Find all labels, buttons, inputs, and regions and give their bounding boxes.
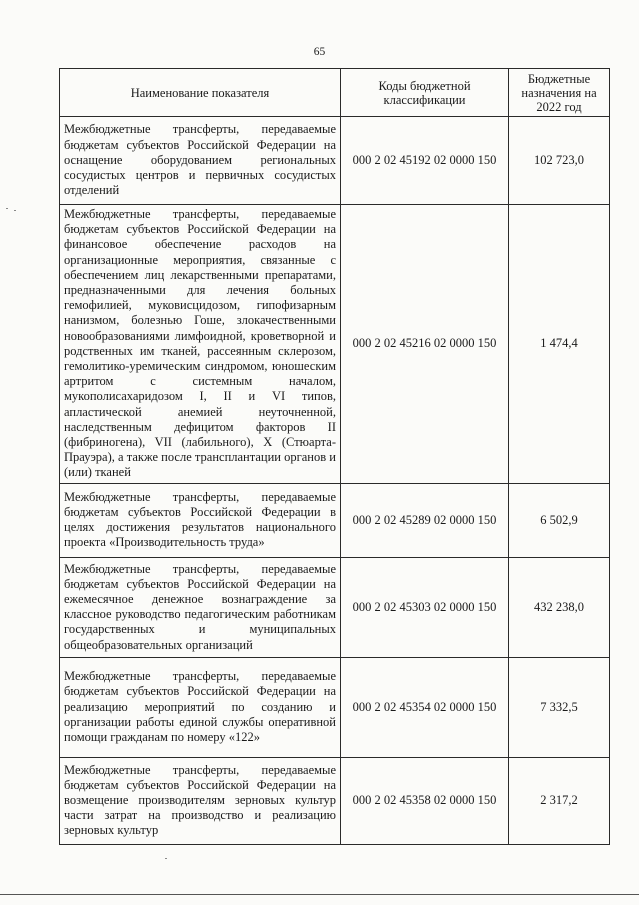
table-row: [60, 205, 610, 484]
row-name: Межбюджетные трансферты, передаваемые бюджетам субъектов Российской Федерации на реализацию мероприятий по созданию и организации работы единой службы оперативной помощи гражданам по номеру «122»: [60, 657, 341, 757]
row-code: 000 2 02 45289 02 0000 150: [341, 483, 509, 557]
scan-speck: [14, 210, 16, 211]
table-row: [60, 757, 610, 844]
row-amount: 7 332,5: [509, 657, 610, 757]
scan-edge-line: [0, 894, 639, 895]
table-row: [60, 483, 610, 557]
header-code: Коды бюджетной классификации: [341, 69, 509, 117]
table-row: [60, 117, 610, 205]
row-code: 000 2 02 45303 02 0000 150: [341, 557, 509, 657]
row-code: 000 2 02 45358 02 0000 150: [341, 757, 509, 844]
table-row: [60, 657, 610, 757]
row-code: 000 2 02 45354 02 0000 150: [341, 657, 509, 757]
table-header-row: [60, 69, 610, 117]
row-code: 000 2 02 45216 02 0000 150: [341, 205, 509, 484]
scan-speck: [165, 858, 167, 859]
table-row: [60, 557, 610, 657]
row-amount: 102 723,0: [509, 117, 610, 205]
row-amount: 432 238,0: [509, 557, 610, 657]
scan-speck: [6, 208, 8, 209]
row-name: Межбюджетные трансферты, передаваемые бюджетам субъектов Российской Федерации на возмещение производителям зерновых культур части затрат на производство и реализацию зерновых культур: [60, 757, 341, 844]
row-amount: 2 317,2: [509, 757, 610, 844]
row-name: Межбюджетные трансферты, передаваемые бюджетам субъектов Российской Федерации на ежемесячное денежное вознаграждение за классное руководство педагогическим работникам государственных и муниципальных общеобразовательных организаций: [60, 557, 341, 657]
row-name: Межбюджетные трансферты, передаваемые бюджетам субъектов Российской Федерации на оснащение оборудованием региональных сосудистых центров и первичных сосудистых отделений: [60, 117, 341, 205]
row-amount: 1 474,4: [509, 205, 610, 484]
row-name: Межбюджетные трансферты, передаваемые бюджетам субъектов Российской Федерации на финансовое обеспечение расходов на организационные мероприятия, связанные с обеспечением лиц лекарственными препаратами, предназначенными для лечения больных гемофилией, муковисцидозом, гипофизарным нанизмом, болезнью Гоше, злокачественными новообразованиями лимфоидной, кроветворной и родственных им тканей, рассеянным склерозом, гемолитико-уремическим синдромом, юношеским артритом с системным началом, мукополисахаридозом I, II и VI типов, апластической анемией неуточненной, наследственным дефицитом факторов II (фибриногена), VII (лабильного), X (Стюарта-Прауэра), а также после трансплантации органов и (или) тканей: [60, 205, 341, 484]
row-name: Межбюджетные трансферты, передаваемые бюджетам субъектов Российской Федерации в целях достижения результатов национального проекта «Производительность труда»: [60, 483, 341, 557]
page-number: 65: [313, 46, 326, 58]
header-amount: Бюджетные назначения на 2022 год: [509, 69, 610, 117]
row-code: 000 2 02 45192 02 0000 150: [341, 117, 509, 205]
budget-table: [59, 68, 610, 845]
row-amount: 6 502,9: [509, 483, 610, 557]
header-name: Наименование показателя: [60, 69, 341, 117]
